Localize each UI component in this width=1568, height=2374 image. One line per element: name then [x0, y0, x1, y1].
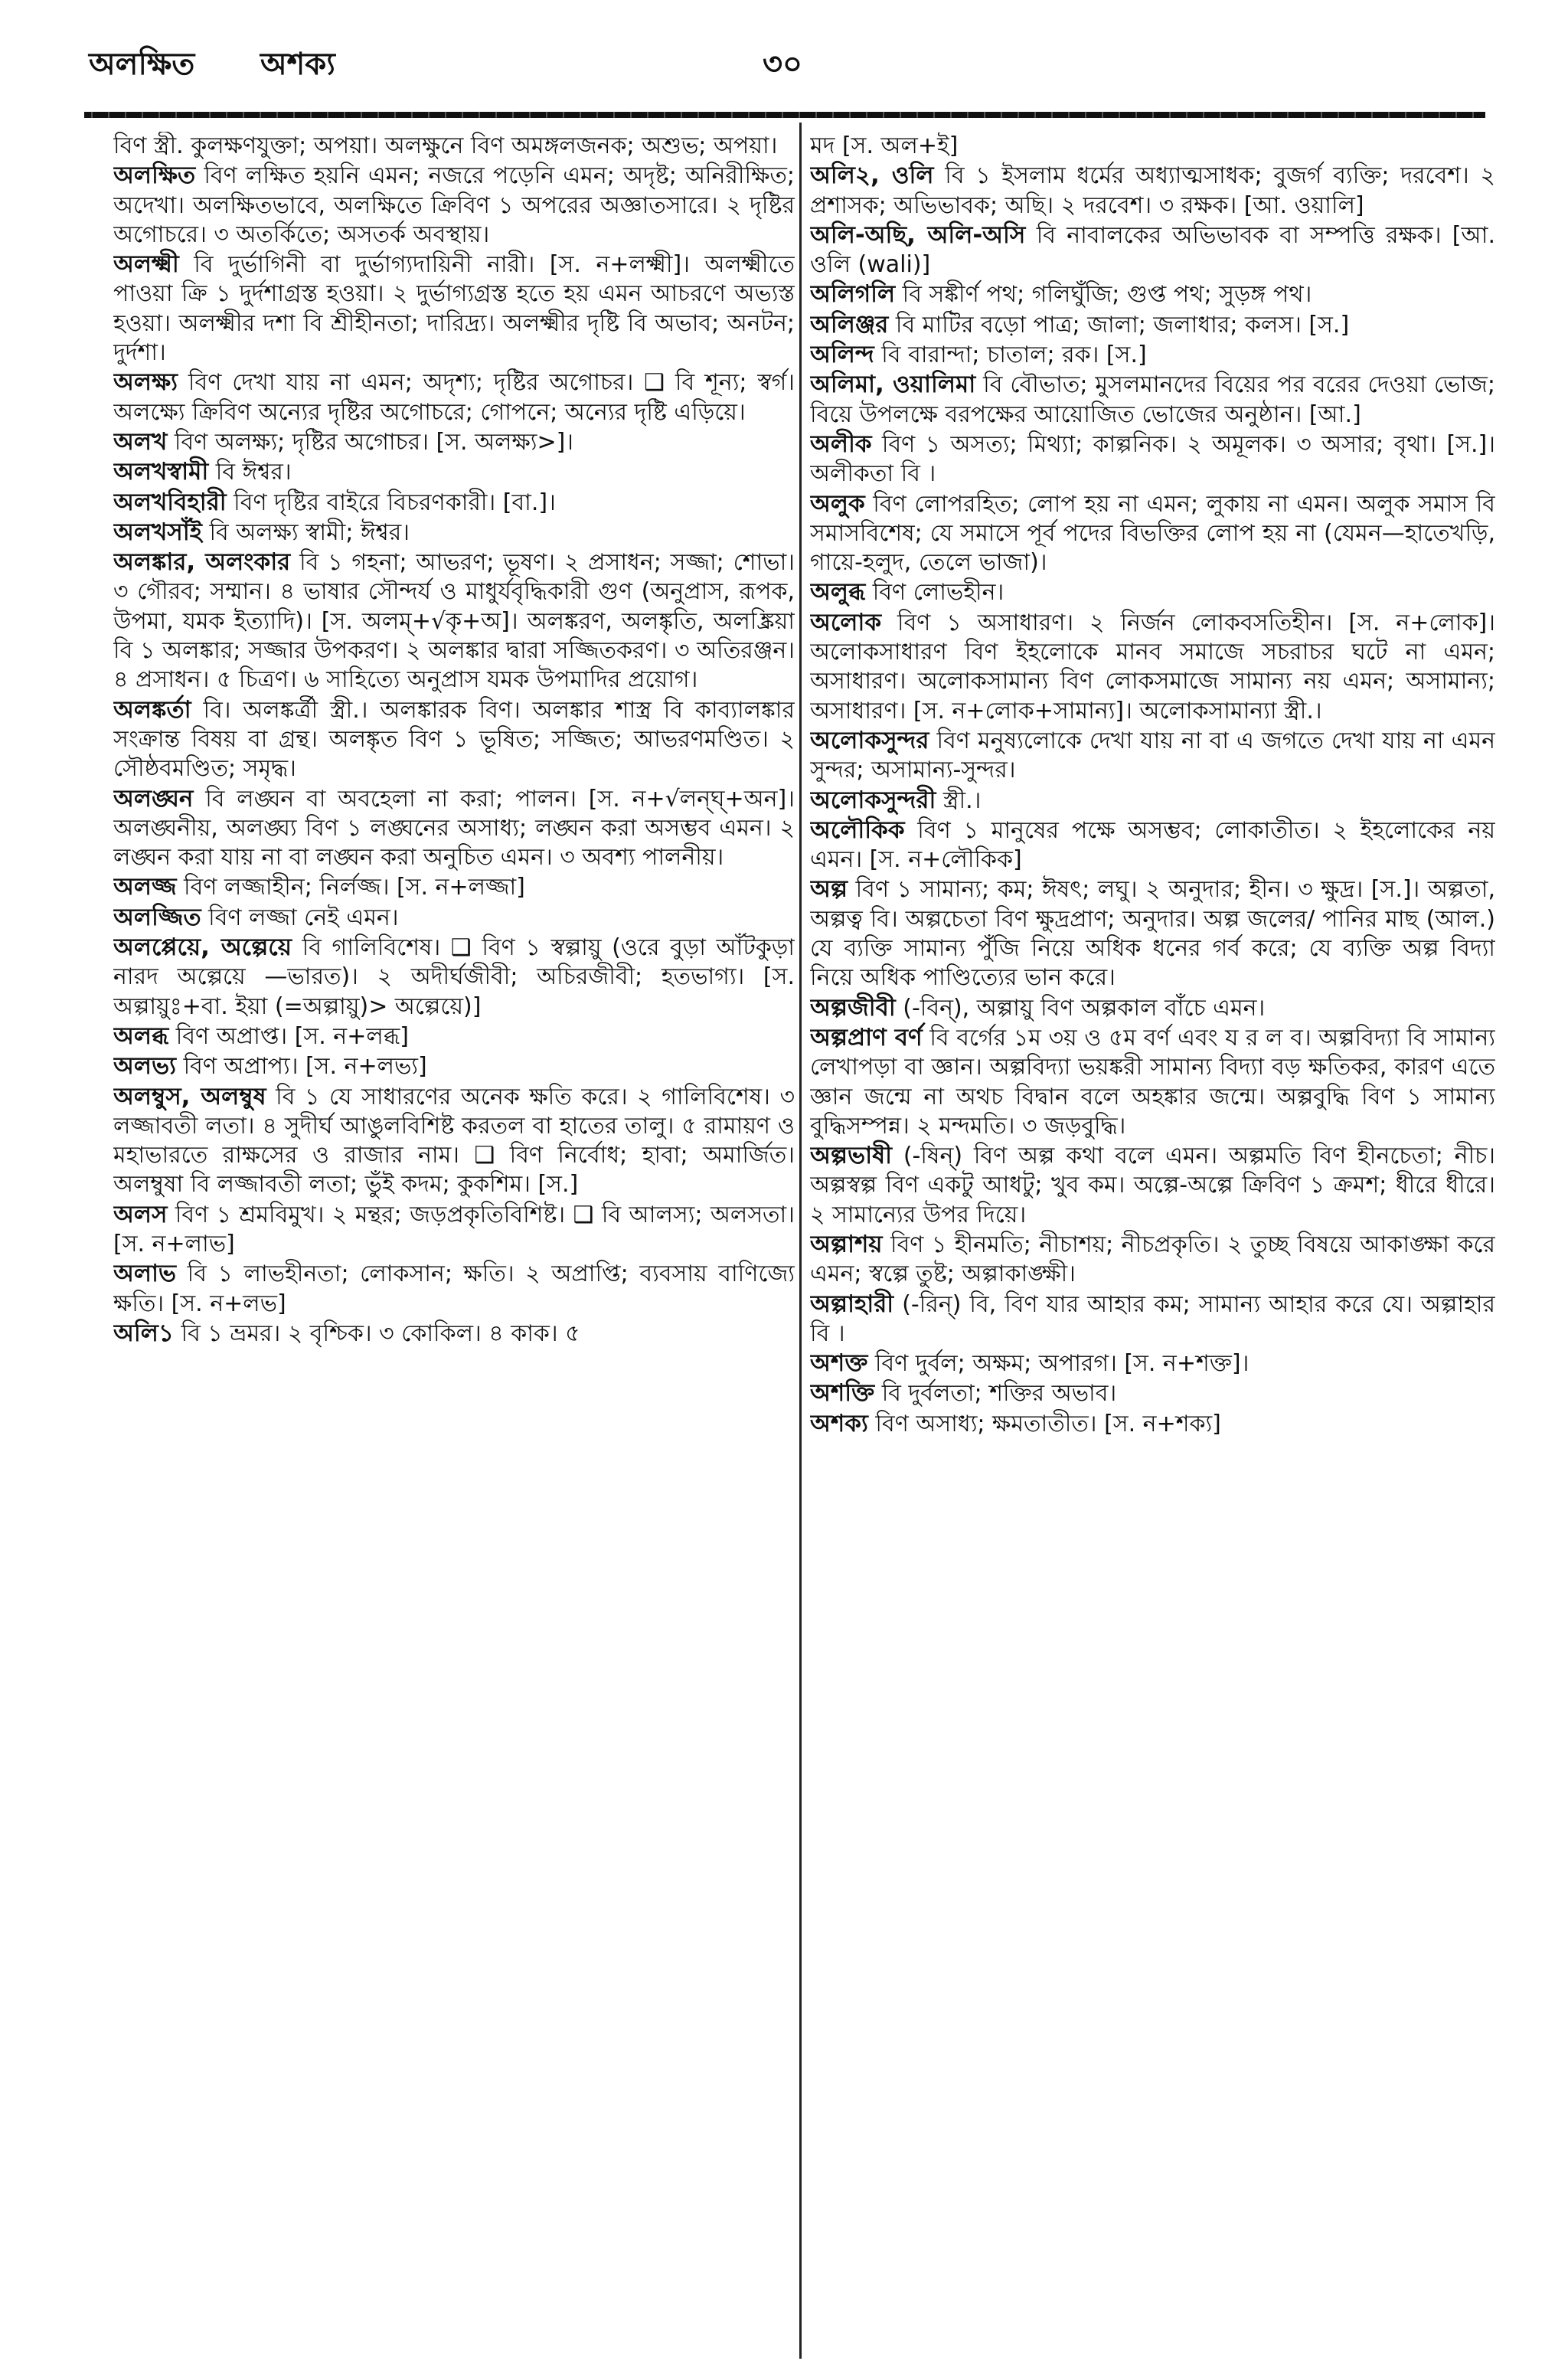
headword: অলঙ্কার, অলংকার	[113, 548, 291, 577]
definition: বি ১ গহনা; আভরণ; ভূষণ। ২ প্রসাধন; সজ্জা; শোভা। ৩ গৌরব; সম্মান। ৪ ভাষার সৌন্দর্য ও মাধুর্যবৃদ্ধিকারী গুণ (অনুপ্রাস, রূপক, উপমা, যমক ইত্যাদি)। [স. অলম্+√কৃ+অ]। অলঙ্করণ, অলঙ্কৃতি, অলঙ্ক্রিয়া বি ১ অলঙ্কার; সজ্জার উপকরণ। ২ অলঙ্কার দ্বারা সজ্জিতকরণ। ৩ অতিরঞ্জন। ৪ প্রসাধন। ৫ চিত্রণ। ৬ সাহিত্যে অনুপ্রাস যমক উপমাদির প্রয়োগ।	[113, 549, 795, 694]
headword: অলিন্দ	[810, 341, 874, 369]
headword: অলখসাঁই	[113, 518, 202, 546]
definition: বিণ লোভহীন।	[872, 579, 1004, 607]
dictionary-entry	[113, 1082, 795, 1200]
dictionary-entry	[113, 1319, 795, 1349]
definition: বি দুর্ভাগিনী বা দুর্ভাগ্যদায়িনী নারী। [স. ন+লক্ষ্মী]। অলক্ষ্মীতে পাওয়া ক্রি ১ দুর্দশাগ্রস্ত হওয়া। ২ দুর্ভাগ্যগ্রস্ত হতে হয় এমন আচরণে অভ্যস্ত হওয়া। অলক্ষ্মীর দশা বি শ্রীহীনতা; দারিদ্র্য। অলক্ষ্মীর দৃষ্টি বি অভাব; অনটন; দুর্দশা।	[113, 251, 795, 367]
dictionary-entry	[810, 161, 1495, 221]
dictionary-entry	[810, 280, 1495, 309]
headword: অলোকসুন্দরী	[810, 786, 936, 814]
definition: বি। অলঙ্কর্ত্রী স্ত্রী.। অলঙ্কারক বিণ। অলঙ্কার শাস্ত্র বি কাব্যালঙ্কার সংক্রান্ত বিষয় বা গ্রন্থ। অলঙ্কৃত বিণ ১ ভূষিত; সজ্জিত; আভরণমণ্ডিত। ২ সৌষ্ঠবমণ্ডিত; সমৃদ্ধ।	[113, 696, 795, 783]
headword: অলোকসুন্দর	[810, 726, 929, 754]
definition: (-রিন্) বি, বিণ যার আহার কম; সামান্য আহার করে যে। অল্পাহার বি ।	[810, 1290, 1495, 1347]
header-rule	[84, 112, 1485, 118]
headword: অলক্ষ্মী	[113, 250, 179, 279]
definition: বি ঈশ্বর।	[215, 459, 292, 486]
dictionary-entry	[810, 340, 1495, 370]
definition: বি ১ লাভহীনতা; লোকসান; ক্ষতি। ২ অপ্রাপ্তি; ব্যবসায় বাণিজ্যে ক্ষতি। [স. ন+লভ]	[113, 1261, 795, 1317]
definition: বি বর্গের ১ম ৩য় ও ৫ম বর্ণ এবং য র ল ব। অল্পবিদ্যা বি সামান্য লেখাপড়া বা জ্ঞান। অল্পবিদ্যা ভয়ঙ্করী সামান্য বিদ্যা বড় ক্ষতিকর, কারণ এতে জ্ঞান জন্মে না অথচ বিদ্বান বলে অহঙ্কার জন্মে। অল্পবুদ্ধি বিণ ১ সামান্য বুদ্ধিসম্পন্ন। ২ মন্দমতি। ৩ জড়বুদ্ধি।	[810, 1024, 1495, 1140]
headword: অলিগলি	[810, 280, 896, 309]
dictionary-entry	[810, 1141, 1495, 1230]
definition: বিণ দৃষ্টির বাইরে বিচরণকারী। [বা.]।	[234, 489, 556, 516]
dictionary-entry	[810, 1230, 1495, 1290]
headword: অশক্য	[810, 1409, 868, 1437]
definition: বি ১ ভ্রমর। ২ বৃশ্চিক। ৩ কোকিল। ৪ কাক। ৫	[181, 1319, 580, 1347]
dictionary-entry	[810, 577, 1495, 607]
definition: বিণ দুর্বল; অক্ষম; অপারগ। [স. ন+শক্ত]।	[874, 1350, 1250, 1378]
headword: অলঙ্কর্তা	[113, 695, 191, 724]
headword: অলম্বুস, অলম্বুষ	[113, 1082, 266, 1110]
guide-word-left: অলক্ষিত	[89, 47, 195, 82]
definition: বি গালিবিশেষ। ❑ বিণ ১ স্বল্পায়ু (ওরে বুড়া আঁটকুড়া নারদ অল্পেয়ে —ভারত)। ২ অদীর্ঘজীবী; অচিরজীবী; হতভাগ্য। [স. অল্পায়ুঃ+বা. ইয়া (=অল্পায়ু)> অল্পেয়ে)]	[113, 934, 795, 1020]
headword: অলুক	[810, 489, 865, 518]
headword: অল্পাশয়	[810, 1230, 883, 1258]
dictionary-entry	[113, 518, 795, 548]
definition: বিণ ১ মানুষের পক্ষে অসম্ভব; লোকাতীত। ২ ইহলোকের নয় এমন। [স. ন+লৌকিক]	[810, 816, 1495, 874]
definition: বিণ ১ অসত্য; মিথ্যা; কাল্পনিক। ২ অমূলক। ৩ অসার; বৃথা। [স.]। অলীকতা বি ।	[810, 430, 1495, 488]
dictionary-entry	[810, 310, 1495, 340]
dictionary-entry	[810, 1290, 1495, 1349]
definition: বিণ দেখা যায় না এমন; অদৃশ্য; দৃষ্টির অগোচর। ❑ বি শূন্য; স্বর্গ। অলক্ষ্যে ক্রিবিণ অন্যের দৃষ্টির অগোচরে; গোপনে; অন্যের দৃষ্টি এড়িয়ে।	[113, 369, 795, 426]
dictionary-entry	[810, 875, 1495, 992]
dictionary-entry	[810, 993, 1495, 1023]
dictionary-entry	[810, 132, 1495, 161]
dictionary-entry	[113, 933, 795, 1022]
dictionary-entry	[113, 784, 795, 873]
left-column	[113, 132, 795, 2353]
headword: অলুব্ধ	[810, 578, 866, 607]
definition: বিণ অপ্রাপ্য। [স. ন+লভ্য]	[183, 1053, 427, 1081]
dictionary-entry	[113, 548, 795, 695]
headword: অল্পজীবী	[810, 993, 896, 1022]
dictionary-entry	[113, 1200, 795, 1260]
headword: অল্প	[810, 875, 848, 904]
dictionary-entry	[810, 1349, 1495, 1378]
headword: অলক্ষ্য	[113, 368, 178, 397]
definition: বি দুর্বলতা; শক্তির অভাব।	[881, 1380, 1117, 1408]
definition: স্ত্রী.।	[942, 786, 982, 814]
headword: অলপ্পেয়ে, অল্পেয়ে	[113, 934, 292, 962]
definition: বি সঙ্কীর্ণ পথ; গলিঘুঁজি; গুপ্ত পথ; সুড়ঙ্গ পথ।	[902, 281, 1312, 309]
column-divider	[799, 123, 802, 2359]
definition: বিণ ১ শ্রমবিমুখ। ২ মন্থর; জড়প্রকৃতিবিশিষ্ট। ❑ বি আলস্য; অলসতা। [স. ন+লাভ]	[113, 1201, 795, 1257]
headword: অল্পপ্রাণ বর্ণ	[810, 1023, 923, 1051]
dictionary-entry	[113, 132, 795, 161]
dictionary-entry	[113, 488, 795, 518]
dictionary-entry	[113, 1051, 795, 1081]
dictionary-entry	[810, 1409, 1495, 1439]
headword: অলি২, ওলি	[810, 162, 934, 190]
dictionary-entry	[113, 903, 795, 933]
definition: (-বিন্), অল্পায়ু বিণ অল্পকাল বাঁচে এমন।	[903, 994, 1266, 1022]
definition: বি মাটির বড়ো পাত্র; জালা; জলাধার; কলস। [স.]	[895, 311, 1350, 338]
dictionary-entry	[113, 368, 795, 427]
headword: অলৌকিক	[810, 816, 905, 844]
definition: মদ [স. অল+ই]	[810, 132, 959, 159]
dictionary-entry	[810, 430, 1495, 489]
definition: বিণ মনুষ্যলোকে দেখা যায় না বা এ জগতে দেখা যায় না এমন সুন্দর; অসামান্য-সুন্দর।	[810, 727, 1495, 784]
definition: বিণ লক্ষিত হয়নি এমন; নজরে পড়েনি এমন; অদৃষ্ট; অনিরীক্ষিত; অদেখা। অলক্ষিতভাবে, অলক্ষিতে ক্রিবিণ ১ অপরের অজ্ঞাতসারে। ২ দৃষ্টির অগোচরে। ৩ অতর্কিতে; অসতর্ক অবস্থায়।	[113, 162, 795, 248]
headword: অলক্ষিত	[113, 162, 196, 190]
dictionary-entry	[810, 489, 1495, 578]
definition: বিণ ১ সামান্য; কম; ঈষৎ; লঘু। ২ অনুদার; হীন। ৩ ক্ষুদ্র। [স.]। অল্পতা, অল্পত্ব বি। অল্পচেতা বিণ ক্ষুদ্রপ্রাণ; অনুদার। অল্প জলের/ পানির মাছ (আল.) যে ব্যক্তি সামান্য পুঁজি নিয়ে অধিক ধনের গর্ব করে; যে ব্যক্তি অল্প বিদ্যা নিয়ে অধিক পাণ্ডিত্যের ভান করে।	[810, 876, 1495, 992]
definition: বিণ ১ হীনমতি; নীচাশয়; নীচপ্রকৃতি। ২ তুচ্ছ বিষয়ে আকাঙ্ক্ষা করে এমন; স্বল্পে তুষ্ট; অল্পাকাঙ্ক্ষী।	[810, 1231, 1495, 1288]
headword: অলি-অছি, অলি-অসি	[810, 221, 1026, 249]
dictionary-entry	[113, 250, 795, 368]
definition: বি অলক্ষ্য স্বামী; ঈশ্বর।	[209, 518, 410, 546]
headword: অলাভ	[113, 1260, 177, 1288]
dictionary-entry	[113, 1259, 795, 1319]
headword: অলিঞ্জর	[810, 310, 889, 338]
page-number: ৩০	[763, 47, 803, 82]
dictionary-entry	[113, 695, 795, 784]
definition: বিণ অসাধ্য; ক্ষমতাতীত। [স. ন+শক্য]	[875, 1410, 1221, 1437]
headword: অলস	[113, 1200, 168, 1228]
headword: অলি১	[113, 1319, 174, 1347]
definition: (-ষিন্) বিণ অল্প কথা বলে এমন। অল্পমতি বিণ হীনচেতা; নীচ। অল্পস্বল্প বিণ একটু আধটু; খুব কম। অল্পে-অল্পে ক্রিবিণ ১ ক্রমশ; ধীরে ধীরে। ২ সামান্যের উপর দিয়ে।	[810, 1143, 1495, 1228]
definition: বিণ লজ্জাহীন; নির্লজ্জ। [স. ন+লজ্জা]	[184, 874, 525, 901]
headword: অলখ	[113, 427, 168, 456]
definition: বিণ লোপরহিত; লোপ হয় না এমন; লুকায় না এমন। অলুক সমাস বি সমাসবিশেষ; যে সমাসে পূর্ব পদের বিভক্তির লোপ হয় না (যেমন—হাতেখড়ি, গায়ে-হলুদ, তেলে ভাজা)।	[810, 490, 1495, 577]
page-header	[74, 40, 1498, 101]
headword: অলখবিহারী	[113, 488, 227, 516]
definition: বি বারান্দা; চাতাল; রক। [স.]	[881, 342, 1147, 369]
dictionary-entry	[810, 221, 1495, 280]
guide-word-right: অশক্য	[260, 47, 335, 82]
dictionary-entry	[810, 370, 1495, 430]
definition: বিণ লজ্জা নেই এমন।	[208, 904, 399, 931]
dictionary-entry	[810, 608, 1495, 726]
definition: বি বৌভাত; মুসলমানদের বিয়ের পর বরের দেওয়া ভোজ; বিয়ে উপলক্ষে বরপক্ষের আয়োজিত ভোজের অনুষ্ঠান। [আ.]	[810, 371, 1495, 428]
right-column	[810, 132, 1495, 2353]
headword: অলব্ধ	[113, 1022, 169, 1050]
dictionary-entry	[113, 427, 795, 457]
dictionary-entry	[810, 1378, 1495, 1408]
headword: অল্পাহারী	[810, 1290, 894, 1318]
headword: অলজ্জ	[113, 873, 177, 901]
definition: বি লঙ্ঘন বা অবহেলা না করা; পালন। [স. ন+√লন্‌ঘ্+অন]। অলঙ্ঘনীয়, অলঙ্ঘ্য বিণ ১ লঙ্ঘনের অসাধ্য; লঙ্ঘন করা অসম্ভব এমন। ২ লঙ্ঘন করা যায় না বা লঙ্ঘন করা অনুচিত এমন। ৩ অবশ্য পালনীয়।	[113, 785, 795, 871]
definition: বি ১ ইসলাম ধর্মের অধ্যাত্মসাধক; বুজর্গ ব্যক্তি; দরবেশ। ২ প্রশাসক; অভিভাবক; অছি। ২ দরবেশ। ৩ রক্ষক। [আ. ওয়ালি]	[810, 162, 1495, 219]
definition: বিণ অপ্রাপ্ত। [স. ন+লব্ধ]	[175, 1022, 409, 1050]
headword: অলোক	[810, 608, 882, 636]
dictionary-entry	[810, 816, 1495, 875]
headword: অলঙ্ঘন	[113, 784, 194, 813]
definition: বি নাবালকের অভিভাবক বা সম্পত্তি রক্ষক। [আ. ওলি (wali)]	[810, 221, 1495, 279]
headword: অলভ্য	[113, 1052, 177, 1081]
definition: বিণ স্ত্রী. কুলক্ষণযুক্তা; অপয়া। অলক্ষুনে বিণ অমঙ্গলজনক; অশুভ; অপয়া।	[113, 132, 778, 159]
headword: অশক্তি	[810, 1379, 875, 1408]
definition: বিণ ১ অসাধারণ। ২ নির্জন লোকবসতিহীন। [স. ন+লোক]। অলোকসাধারণ বিণ ইহলোকে মানব সমাজে সচরাচর ঘটে না এমন; অসাধারণ। অলোকসামান্য বিণ লোকসমাজে সামান্য নয় এমন; অসামান্য; অসাধারণ। [স. ন+লোক+সামান্য]। অলোকসামান্যা স্ত্রী.।	[810, 609, 1495, 724]
headword: অশক্ত	[810, 1349, 868, 1378]
headword: অলজ্জিত	[113, 903, 201, 931]
definition: বি ১ যে সাধারণের অনেক ক্ষতি করে। ২ গালিবিশেষ। ৩ লজ্জাবতী লতা। ৪ সুদীর্ঘ আঙুলবিশিষ্ট করতল বা হাতের তালু। ৫ রামায়ণ ও মহাভারতে রাক্ষসের ও রাজার নাম। ❑ বিণ নির্বোধ; হাবা; অমার্জিত। অলম্বুষা বি লজ্জাবতী লতা; ভুঁই কদম; কুকশিম। [স.]	[113, 1083, 795, 1198]
dictionary-entry	[810, 726, 1495, 786]
dictionary-entry	[113, 1022, 795, 1051]
headword: অলিমা, ওয়ালিমা	[810, 371, 976, 399]
definition: বিণ অলক্ষ্য; দৃষ্টির অগোচর। [স. অলক্ষ্য>]।	[174, 428, 574, 456]
headword: অলখস্বামী	[113, 458, 209, 486]
dictionary-entry	[113, 457, 795, 487]
headword: অল্পভাষী	[810, 1142, 893, 1170]
dictionary-entry	[113, 872, 795, 902]
dictionary-entry	[810, 1023, 1495, 1141]
dictionary-entry	[113, 161, 795, 250]
headword: অলীক	[810, 430, 872, 458]
dictionary-entry	[810, 786, 1495, 816]
